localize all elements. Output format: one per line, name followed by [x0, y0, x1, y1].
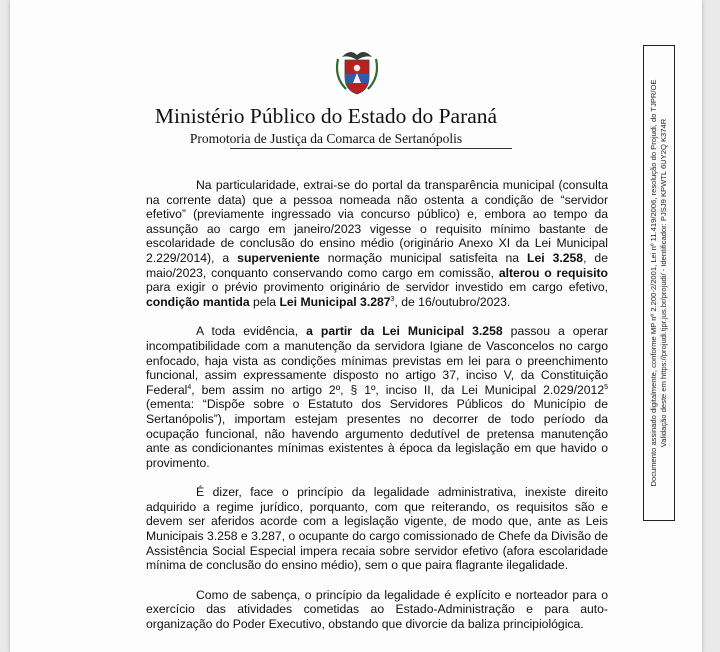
- header-divider: [230, 148, 512, 149]
- document-body: [146, 178, 608, 647]
- paragraph-4: Como de sabença, o princípio da legalidade é explícito e norteador para o exercício das atividades cometidas ao Estado-Administração e para auto-organização do Poder Executivo, obstando que divorcie da baliza principiológica.: [146, 587, 608, 632]
- signature-stamp-line-1: Documento assinado digitalmente, conforme MP nº 2.200-2/2001, Lei nº 11.419/2006, resolução do Projudi, do TJPR/OE: [649, 79, 658, 487]
- page-subtitle: Promotoria de Justiça da Comarca de Sertanópolis: [189, 131, 463, 146]
- signature-stamp-line-2: Validação deste em https://projudi.tjpr.jus.br/projudi/ - Identificador: PJSJ9 KPWTL 6UY2Q K374R: [659, 118, 668, 448]
- paragraph-3: É dizer, face o princípio da legalidade administrativa, inexiste direito adquirido a regime jurídico, porquanto, com que reiterando, os requisitos são e devem ser aferidos acorde com a legislação vigente, de modo que, ante as Leis Municipais 3.258 e 3.287, o ocupante do cargo comissionado de Chefe da Divisão de Assistência Social Especial impera recaia sobre servidor efetivo (afora escolaridade mínima de conclusão do ensino médio), sem o que paira flagrante ilegalidade.: [146, 485, 608, 573]
- footnote-ref: 5: [604, 383, 608, 391]
- digital-signature-stamp: [643, 45, 675, 521]
- parana-coat-of-arms-icon: [332, 47, 382, 97]
- footnote-ref: 4: [187, 383, 192, 391]
- paragraph-1: Na particularidade, extrai-se do portal da transparência municipal (consulta na corrente data) que a pessoa nomeada não ostenta a condição de “servidor efetivo” (previamente ingressado via concurso público) e, embora ao tempo da assunção ao cargo em janeiro/2023 vigesse o requisito mínimo bastante de escolaridade de conclusão do ensino médio (originário Anexo XI da Lei Municipal 2.229/2014), a superveniente normação municipal satisfeita na Lei 3.258, de maio/2023, conquanto conservando como cargo em comissão, alterou o requisito para exigir o prévio provimento originário de servidor investido em cargo efetivo, condição mantida pela Lei Municipal 3.287$^3$, de 16/outubro/2023.: [146, 178, 608, 309]
- paragraph-2: A toda evidência, a partir da Lei Municipal 3.258 passou a operar incompatibilidade com a manutenção da servidora Igiane de Vasconcelos no cargo enfocado, haja vista as condições mínimas previstas em lei para o preenchimento funcional, assim expressamente disposto no artigo 37, inciso V, da Constituição Federal$^4$, bem assim no artigo 2º, § 1º, inciso II, da Lei Municipal 2.029/2012$^5$ (ementa: “Dispõe sobre o Estatuto dos Servidores Públicos do Município de Sertanópolis”), importam estejam presentes no decorrer de todo período da ocupação funcional, não havendo argumento dedutível de pretensa manutenção ante as condicionantes mínimas existentes à época da legislação em que havido o provimento.: [146, 324, 609, 470]
- page-title: Ministério Público do Estado do Paraná: [154, 104, 498, 128]
- footnote-ref: 3: [390, 295, 395, 303]
- document-page: [10, 0, 702, 652]
